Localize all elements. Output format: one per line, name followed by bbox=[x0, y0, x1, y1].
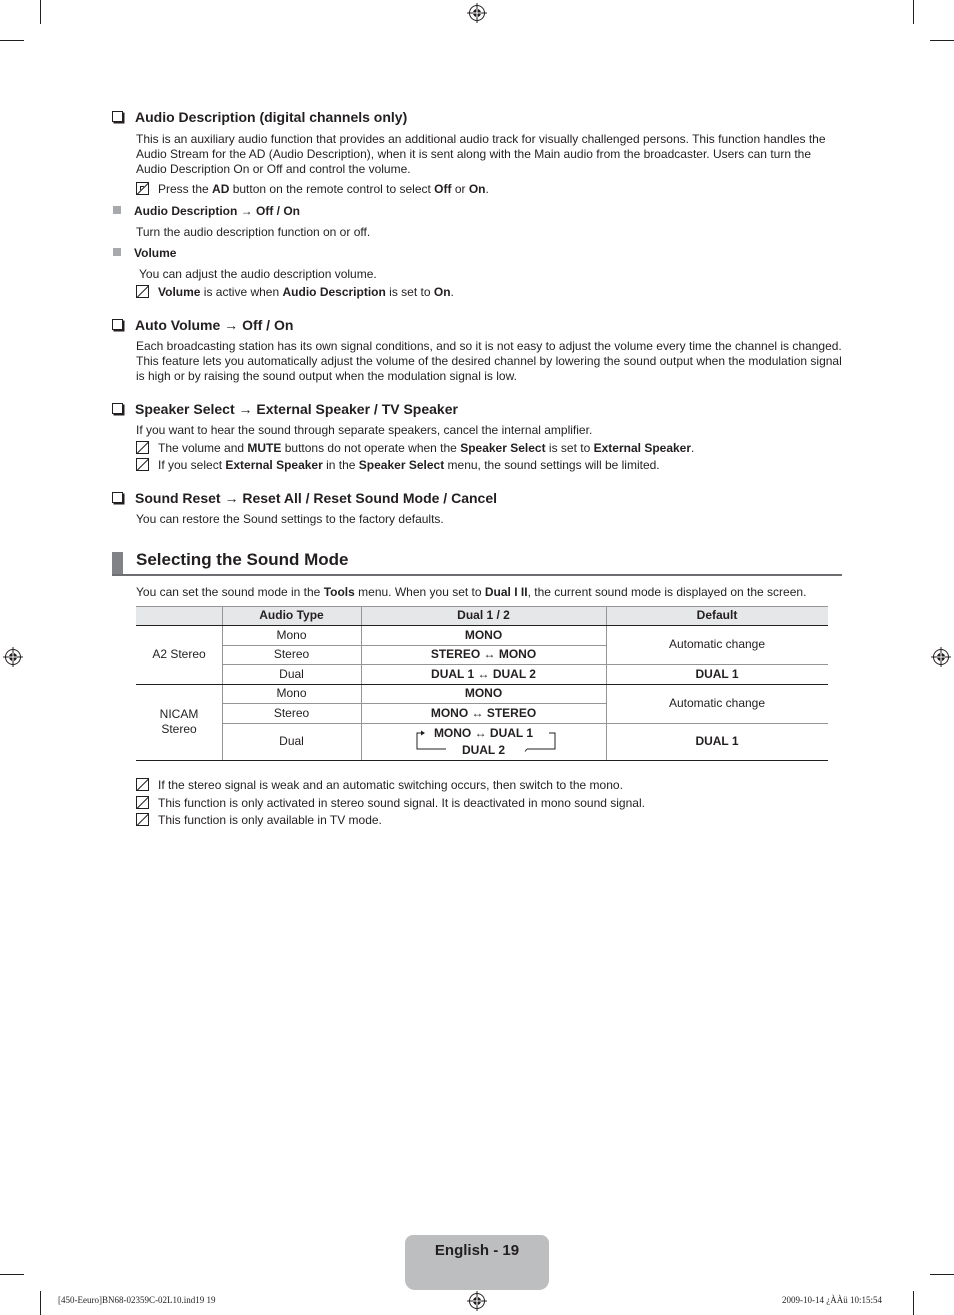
table-cell bbox=[361, 723, 606, 760]
table-cell: Stereo bbox=[273, 647, 310, 661]
paragraph: If you want to hear the sound through separate speakers, cancel the internal amplifier. bbox=[136, 423, 593, 437]
registration-mark-icon bbox=[931, 647, 951, 667]
section-title-block bbox=[112, 550, 842, 576]
table-cell: Automatic change bbox=[668, 696, 766, 710]
paragraph: You can adjust the audio description volume. bbox=[139, 267, 377, 281]
dual-cycle-line2: DUAL 2 bbox=[461, 743, 506, 757]
table-cell: MONO ↔ STEREO bbox=[430, 705, 537, 720]
note: This function is only available in TV mode. bbox=[136, 813, 382, 828]
note: This function is only activated in stereo sound signal. It is deactivated in mono sound signal. bbox=[136, 796, 645, 811]
note: If you select External Speaker in the Speaker Select menu, the sound settings will be limited. bbox=[136, 458, 660, 473]
checkbox-bullet-icon bbox=[112, 111, 123, 122]
subsection-heading-audio-description-toggle: Audio Description → Off / On bbox=[113, 204, 300, 219]
table-cell: MONO bbox=[464, 627, 503, 642]
checkbox-bullet-icon bbox=[112, 492, 123, 503]
note: If the stereo signal is weak and an automatic switching occurs, then switch to the mono. bbox=[136, 778, 623, 793]
crop-mark bbox=[930, 1274, 954, 1275]
checkbox-bullet-icon bbox=[112, 403, 123, 414]
paragraph: Each broadcasting station has its own signal conditions, and so it is not easy to adjust the volume every time the channel is changed. This feature lets you automatically adjust the volume of the desired channel by lowering the sound output when the modulation signal is high or by raising the sound output when the modulation signal is low. bbox=[136, 339, 842, 383]
paragraph: Turn the audio description function on or off. bbox=[136, 225, 371, 239]
note-icon bbox=[136, 796, 149, 809]
square-bullet-icon bbox=[113, 248, 121, 256]
section-heading-sound-reset: Sound Reset → Reset All / Reset Sound Mode / Cancel bbox=[112, 490, 497, 507]
section-title: Selecting the Sound Mode bbox=[136, 550, 349, 569]
table-cell: Mono bbox=[276, 686, 307, 700]
note: Press the AD button on the remote control to select Off or On. bbox=[136, 182, 489, 197]
table-header-cell: Dual 1 / 2 bbox=[457, 608, 510, 622]
table-cell: Dual bbox=[279, 666, 304, 681]
registration-mark-icon bbox=[467, 3, 487, 23]
crop-mark bbox=[0, 40, 24, 41]
note: The volume and MUTE buttons do not operate when the Speaker Select is set to External Speaker. bbox=[136, 441, 694, 456]
checkbox-bullet-icon bbox=[112, 319, 123, 330]
table-cell: Dual bbox=[279, 734, 304, 748]
section-heading-speaker-select: Speaker Select → External Speaker / TV Speaker bbox=[112, 401, 458, 418]
note-icon bbox=[136, 285, 149, 298]
subsection-heading-volume: Volume bbox=[113, 246, 176, 261]
table-cell: Mono bbox=[276, 627, 307, 642]
intro-paragraph: You can set the sound mode in the Tools menu. When you set to Dual I II, the current sound mode is displayed on the screen. bbox=[136, 585, 807, 599]
table-cell: STEREO ↔ MONO bbox=[430, 647, 537, 661]
page-number-tab bbox=[405, 1235, 549, 1290]
square-bullet-icon bbox=[113, 206, 121, 214]
note-icon bbox=[136, 778, 149, 791]
table-divider bbox=[136, 760, 828, 761]
table-cell: Automatic change bbox=[668, 637, 766, 651]
table-cell: DUAL 1 ↔ DUAL 2 bbox=[431, 666, 536, 681]
crop-mark bbox=[40, 1291, 41, 1315]
note-icon bbox=[136, 441, 149, 454]
crop-mark bbox=[930, 40, 954, 41]
section-heading-auto-volume: Auto Volume → Off / On bbox=[112, 317, 293, 334]
table-header-cell: Default bbox=[696, 608, 738, 622]
table-cell: MONO bbox=[464, 686, 503, 700]
crop-mark bbox=[913, 1291, 914, 1315]
crop-mark bbox=[40, 0, 41, 24]
table-cell: Stereo bbox=[273, 705, 310, 720]
note-icon bbox=[136, 813, 149, 826]
table-group-label: NICAM Stereo bbox=[159, 707, 199, 736]
sound-mode-table bbox=[136, 606, 828, 762]
print-slug-left: [450-Eeuro]BN68-02359C-02L10.ind19 19 bbox=[58, 1295, 216, 1305]
paragraph: This is an auxiliary audio function that provides an additional audio track for visually challenged persons. This function handles the Audio Stream for the AD (Audio Description), when it is sent along with the Main audio from the broadcaster. Users can turn the Audio Description On or Off and control the volume. bbox=[136, 132, 826, 176]
table-header-cell: Audio Type bbox=[259, 608, 324, 622]
title-bar-accent bbox=[112, 552, 123, 574]
table-group-label: A2 Stereo bbox=[152, 647, 206, 661]
dual-cycle-line1: MONO ↔ DUAL 1 bbox=[433, 726, 534, 740]
print-slug-right: 2009-10-14 ¿ÀÀü 10:15:54 bbox=[782, 1295, 882, 1305]
crop-mark bbox=[913, 0, 914, 24]
paragraph: You can restore the Sound settings to the factory defaults. bbox=[136, 512, 444, 526]
table-cell: DUAL 1 bbox=[695, 666, 739, 681]
note-icon bbox=[136, 458, 149, 471]
section-heading-audio-description: Audio Description (digital channels only) bbox=[112, 109, 407, 126]
note: Volume is active when Audio Description is set to On. bbox=[136, 285, 454, 300]
cycle-arrow-icon bbox=[361, 723, 606, 760]
registration-mark-icon bbox=[467, 1291, 487, 1311]
table-cell: DUAL 1 bbox=[695, 734, 739, 748]
registration-mark-icon bbox=[3, 647, 23, 667]
page-number: English - 19 bbox=[434, 1242, 520, 1259]
crop-mark bbox=[0, 1274, 24, 1275]
note-icon bbox=[136, 182, 149, 195]
